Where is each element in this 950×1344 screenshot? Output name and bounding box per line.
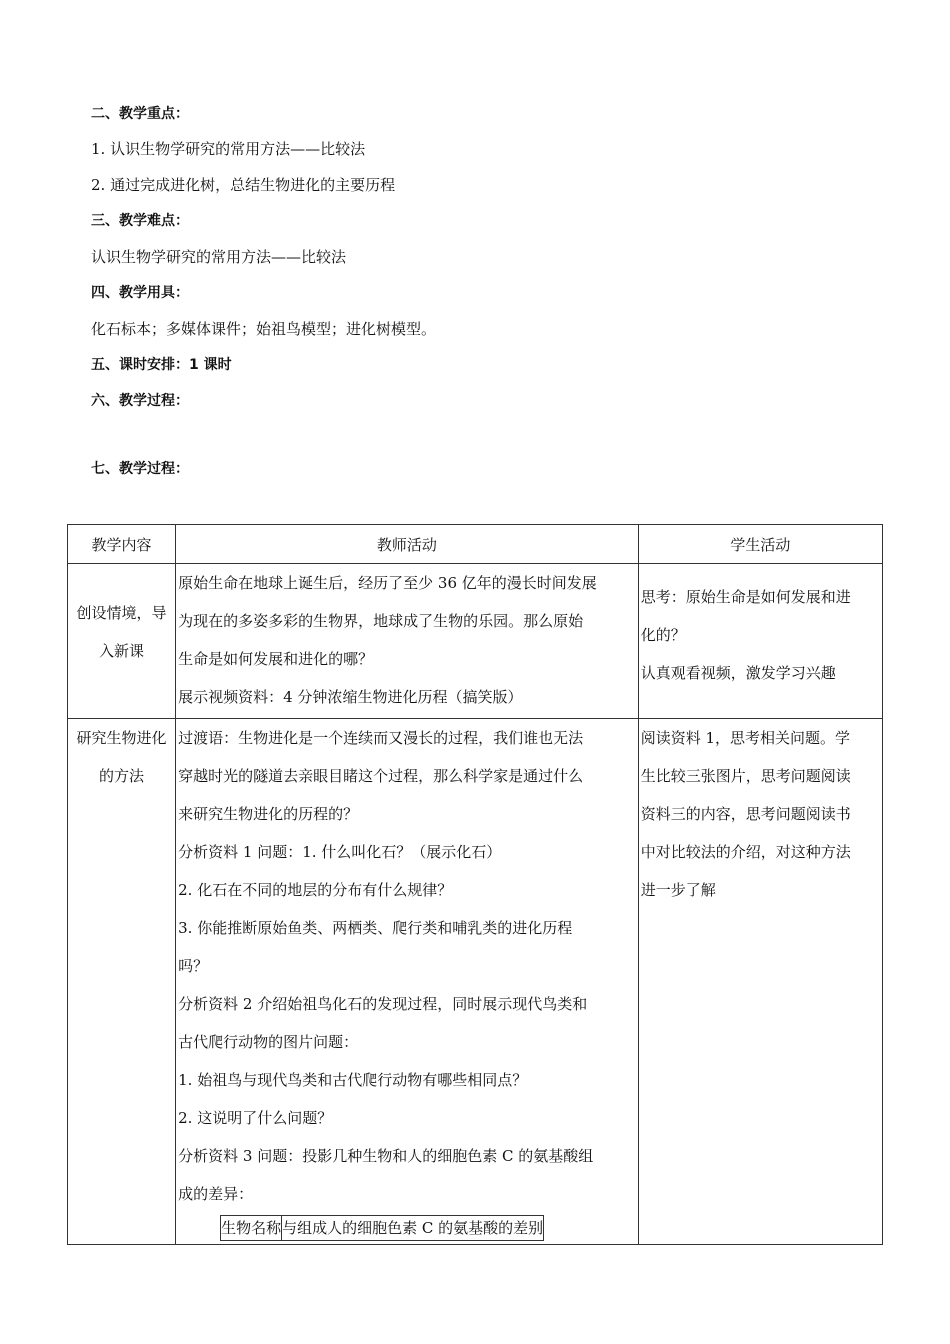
difficulty-heading: 三、教学难点： [91, 213, 189, 229]
row2-teacher-line: 穿越时光的隧道去亲眼目睹这个过程，那么科学家是通过什么 [178, 767, 584, 785]
row2-teacher-line: 成的差异： [178, 1185, 254, 1203]
row2-teacher-line: 3. 你能推断原始鱼类、两栖类、爬行类和哺乳类的进化历程 [178, 919, 573, 937]
row2-content-line: 研究生物进化 [76, 729, 167, 747]
table-header-row [68, 525, 883, 564]
row2-teacher-line: 1. 始祖鸟与现代鸟类和古代爬行动物有哪些相同点？ [178, 1071, 528, 1089]
row1-teacher-line: 原始生命在地球上诞生后，经历了至少 36 亿年的漫长时间发展 [178, 574, 597, 592]
row1-student [638, 564, 882, 719]
sub-table-header-row [221, 1216, 544, 1241]
table-row [68, 564, 883, 719]
row1-content-line: 创设情境，导 [76, 604, 167, 622]
header-teacher: 教师活动 [176, 525, 639, 564]
row2-student-line: 阅读资料 1，思考相关问题。学 [640, 729, 851, 747]
row2-teacher [176, 719, 639, 1245]
row2-teacher-line: 分析资料 2 介绍始祖鸟化石的发现过程，同时展示现代鸟类和 [178, 995, 588, 1013]
row1-student-line: 化的？ [640, 626, 686, 644]
row1-content-line: 入新课 [99, 642, 145, 660]
row2-content [68, 719, 176, 1245]
row1-content [68, 564, 176, 719]
schedule-heading: 五、课时安排：1 课时 [91, 357, 232, 373]
tools-text: 化石标本；多媒体课件；始祖鸟模型；进化树模型。 [91, 320, 437, 338]
row2-student-line: 生比较三张图片，思考问题阅读 [640, 767, 851, 785]
row2-content-line: 的方法 [99, 767, 145, 785]
key-point-1: 1. 认识生物学研究的常用方法——比较法 [91, 140, 366, 158]
row2-teacher-line: 过渡语：生物进化是一个连续而又漫长的过程，我们谁也无法 [178, 729, 584, 747]
row2-student-line: 中对比较法的介绍，对这种方法 [640, 843, 851, 861]
cytochrome-c-table [220, 1215, 544, 1241]
row2-teacher-line: 2. 化石在不同的地层的分布有什么规律？ [178, 881, 453, 899]
header-content: 教学内容 [68, 525, 176, 564]
process-heading-7: 七、教学过程： [91, 461, 189, 477]
row1-teacher-line: 为现在的多姿多彩的生物界，地球成了生物的乐园。那么原始 [178, 612, 584, 630]
key-point-2: 2. 通过完成进化树，总结生物进化的主要历程 [91, 176, 396, 194]
table-row [68, 719, 883, 1245]
sub-header-difference: 与组成人的细胞色素 C 的氨基酸的差别 [282, 1216, 544, 1241]
row1-student-line: 思考：原始生命是如何发展和进 [640, 588, 851, 606]
process-heading-6: 六、教学过程： [91, 393, 189, 409]
difficulty-text: 认识生物学研究的常用方法——比较法 [91, 248, 347, 266]
row2-teacher-line: 分析资料 1 问题：1. 什么叫化石？（展示化石） [178, 843, 502, 861]
row2-teacher-line: 2. 这说明了什么问题？ [178, 1109, 333, 1127]
tools-heading: 四、教学用具： [91, 285, 189, 301]
header-student: 学生活动 [638, 525, 882, 564]
sub-header-organism: 生物名称 [221, 1216, 282, 1241]
row1-student-line: 认真观看视频，激发学习兴趣 [640, 664, 836, 682]
row2-student [638, 719, 882, 1245]
row1-teacher [176, 564, 639, 719]
row2-student-line: 进一步了解 [640, 881, 716, 899]
row2-teacher-line: 来研究生物进化的历程的？ [178, 805, 359, 823]
row2-student-line: 资料三的内容，思考问题阅读书 [640, 805, 851, 823]
row2-teacher-line: 吗？ [178, 957, 209, 975]
teaching-process-table [67, 524, 883, 1245]
row2-teacher-line: 分析资料 3 问题：投影几种生物和人的细胞色素 C 的氨基酸组 [178, 1147, 594, 1165]
row1-teacher-line: 展示视频资料：4 分钟浓缩生物进化历程（搞笑版） [178, 688, 523, 706]
row2-teacher-line: 古代爬行动物的图片问题： [178, 1033, 359, 1051]
row1-teacher-line: 生命是如何发展和进化的哪？ [178, 650, 374, 668]
key-points-heading: 二、教学重点： [91, 106, 189, 122]
